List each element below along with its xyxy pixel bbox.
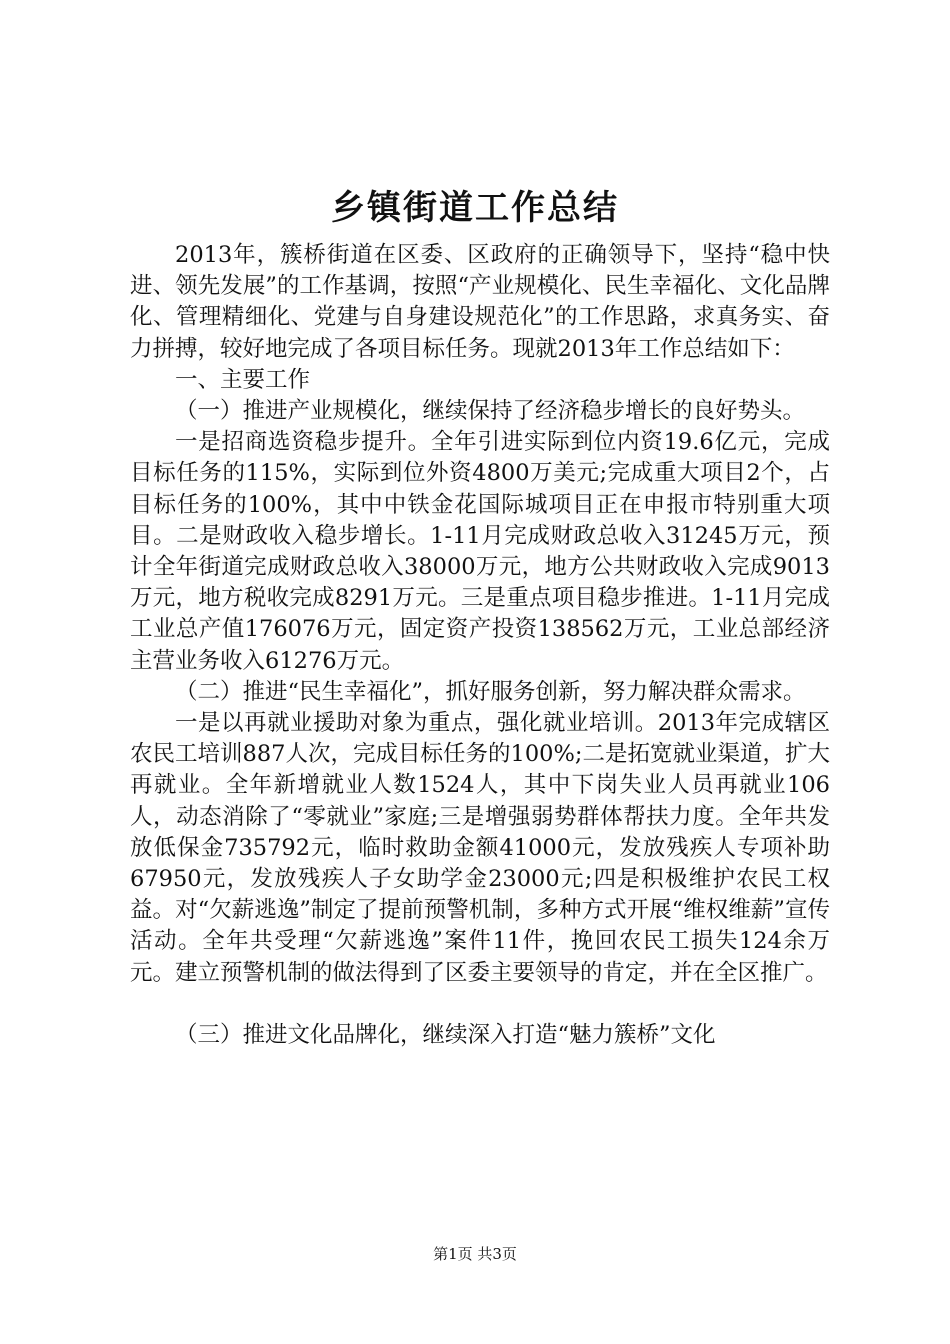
paragraph-economy: 一是招商选资稳步提升。全年引进实际到位内资19.6亿元，完成目标任务的115%，实际到位外资4800万美元;完成重大项目2个，占目标任务的100%，其中中铁金花国际城项目正在申报市特别重大项目。二是财政收入稳步增长。1-11月完成财政总收入31245万元，预计全年街道完成财政总收入38000万元，地方公共财政收入完成9013万元，地方税收完成8291万元。三是重点项目稳步推进。1-11月完成工业总产值176076万元，固定资产投资138562万元，工业总部经济主营业务收入61276万元。	[130, 429, 830, 674]
document-body	[130, 240, 830, 1051]
paragraph-livelihood: 一是以再就业援助对象为重点，强化就业培训。2013年完成辖区农民工培训887人次，完成目标任务的100%;二是拓宽就业渠道，扩大再就业。全年新增就业人数1524人，其中下岗失业人员再就业106人，动态消除了“零就业”家庭;三是增强弱势群体帮扶力度。全年共发放低保金735792元，临时救助金额41000元，发放残疾人专项补助67950元，发放残疾人子女助学金23000元;四是积极维护农民工权益。对“欠薪逃逸”制定了提前预警机制，多种方式开展“维权维薪”宣传活动。全年共受理“欠薪逃逸”案件11件，挽回农民工损失124余万元。建立预警机制的做法得到了区委主要领导的肯定，并在全区推广。	[130, 710, 830, 986]
subsection-heading-3: （三）推进文化品牌化，继续深入打造“魅力簇桥”文化	[175, 1021, 716, 1048]
document-title: 乡镇街道工作总结	[331, 188, 619, 228]
section-heading-main-work: 一、主要工作	[175, 366, 311, 393]
subsection-heading-1: （一）推进产业规模化，继续保持了经济稳步增长的良好势头。	[175, 398, 806, 425]
paragraph-intro: 2013年，簇桥街道在区委、区政府的正确领导下，坚持“稳中快进、领先发展”的工作基调，按照“产业规模化、民生幸福化、文化品牌化、管理精细化、党建与自身建设规范化”的工作思路，求真务实、奋力拼搏，较好地完成了各项目标任务。现就2013年工作总结如下：	[130, 242, 830, 362]
subsection-heading-2: （二）推进“民生幸福化”，抓好服务创新，努力解决群众需求。	[175, 678, 806, 705]
page-indicator: 第1页 共3页	[433, 1245, 517, 1263]
